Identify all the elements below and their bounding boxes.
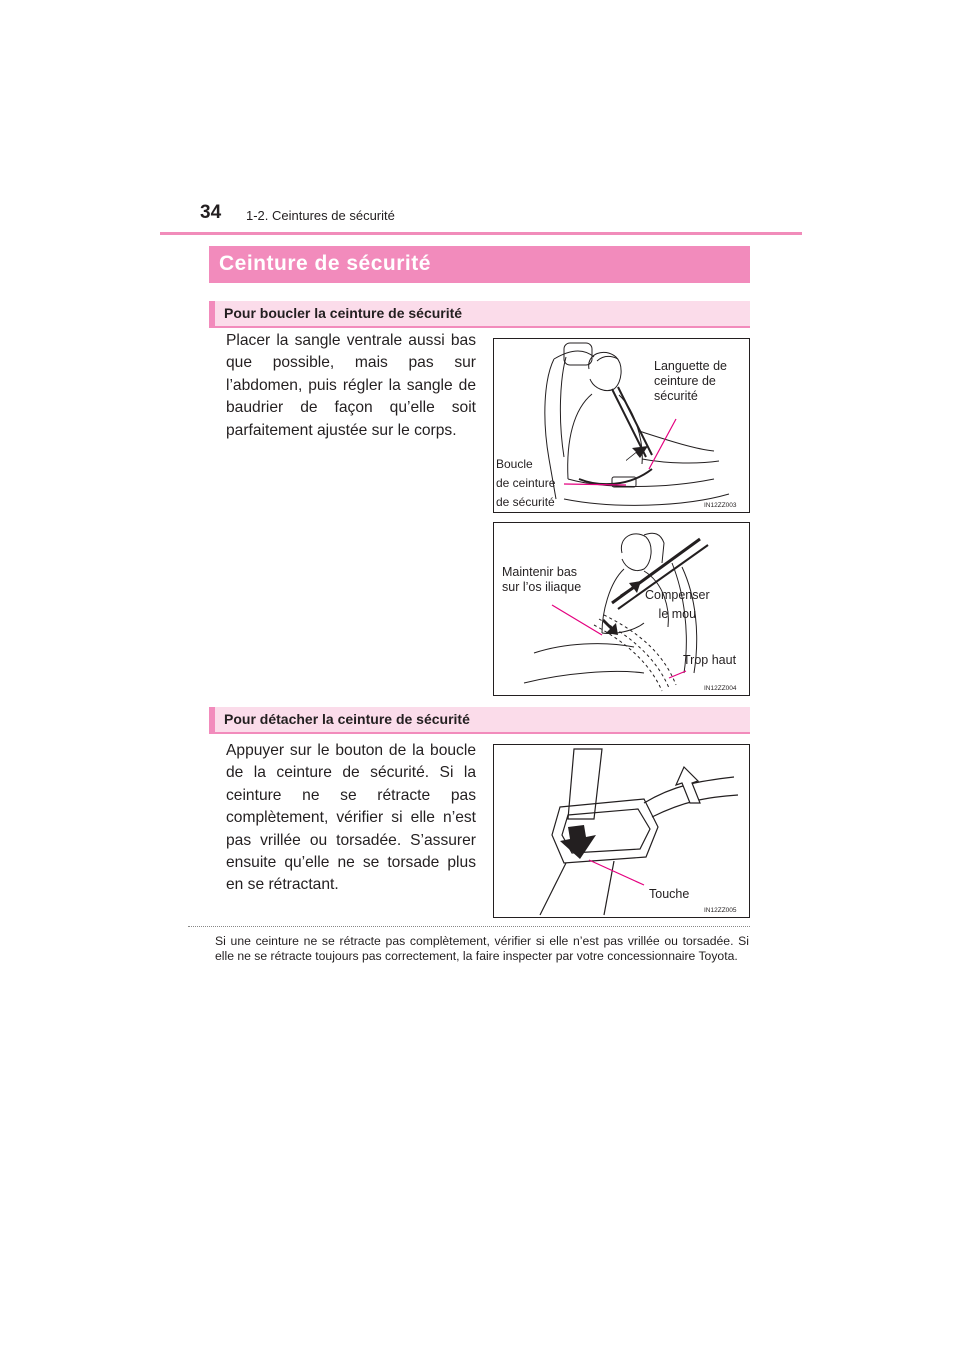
heading-accent-bar	[209, 301, 215, 326]
figure-belt-position	[493, 522, 750, 696]
page-title: Ceinture de sécurité	[219, 252, 431, 275]
page-title-band	[209, 246, 750, 283]
label-buckle-line3: de sécurité	[496, 495, 555, 509]
label-buckle-line1: Boucle	[496, 457, 533, 471]
note-divider	[188, 926, 750, 927]
label-slack-line2: le mou	[658, 607, 697, 621]
fasten-instructions: Placer la sangle ventrale aussi bas que possible, mais pas sur l’abdomen, puis régler la sangle de baudrier de façon qu’elle soit parfaitement ajustée sur le corps.	[226, 332, 476, 439]
press-arrow-icon	[560, 825, 596, 859]
label-slack-line1: Compenser	[645, 588, 710, 602]
belt-position-illustration	[494, 523, 750, 696]
label-too-high: Trop haut	[683, 653, 737, 667]
label-hips-line1: Maintenir bas	[502, 565, 578, 579]
label-hips-line2: sur l’os iliaque	[502, 580, 582, 594]
section-heading-fasten	[209, 301, 750, 328]
section-heading-fasten-text: Pour boucler la ceinture de sécurité	[224, 305, 463, 321]
section-heading-release	[209, 707, 750, 734]
label-buckle-line2: de ceinture	[496, 476, 556, 490]
label-tongue-line2: ceinture de	[654, 374, 716, 388]
header-rule	[160, 232, 802, 235]
figure-code: IN12ZZ004	[704, 685, 737, 692]
note-text: Si une ceinture ne se rétracte pas complètement, vérifier si elle n’est pas vrillée ou torsadée. Si elle ne se rétracte toujours pas correctement, la faire inspecter par votre concessionnaire Toyota.	[215, 934, 749, 963]
figure-code: IN12ZZ005	[704, 907, 737, 914]
figure-code: IN12ZZ003	[704, 502, 737, 509]
release-buckle-illustration	[494, 745, 750, 918]
section-heading-release-text: Pour détacher la ceinture de sécurité	[224, 711, 470, 727]
release-instructions: Appuyer sur le bouton de la boucle de la ceinture de sécurité. Si la ceinture ne se rétracte pas complètement, vérifier si elle n’est pas vrillée ou torsadée. S’assurer ensuite qu’elle ne se torsade plus en se rétractant.	[226, 742, 476, 894]
heading-accent-bar	[209, 707, 215, 732]
release-arrow-icon	[676, 767, 700, 803]
label-button: Touche	[649, 887, 690, 901]
page-number: 34	[200, 202, 222, 223]
label-tongue-line3: sécurité	[654, 389, 698, 403]
section-breadcrumb: 1-2. Ceintures de sécurité	[246, 208, 395, 223]
figure-fasten-belt	[493, 338, 750, 513]
label-tongue-line1: Languette de	[654, 359, 727, 373]
figure-release-buckle	[493, 744, 750, 918]
